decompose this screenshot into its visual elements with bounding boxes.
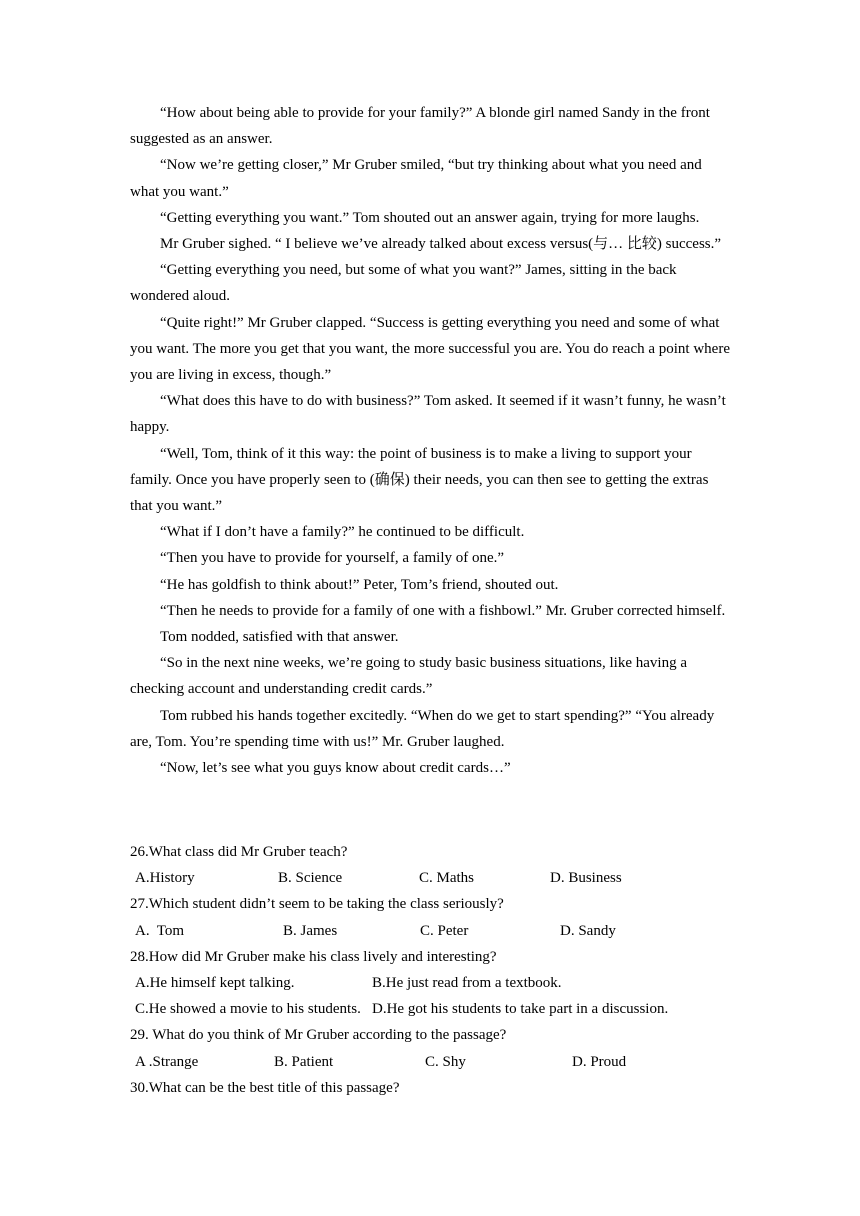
passage-paragraph: “Getting everything you want.” Tom shouted out an answer again, trying for more laughs. bbox=[160, 209, 700, 226]
passage bbox=[130, 100, 730, 781]
document-page bbox=[130, 100, 730, 781]
option-c[interactable]: C. Maths bbox=[419, 870, 475, 887]
question-options bbox=[130, 918, 750, 944]
passage-paragraph: “He has goldfish to think about!” Peter, Tom’s friend, shouted out. bbox=[160, 576, 559, 593]
option-b[interactable]: B. Science bbox=[278, 870, 343, 887]
passage-paragraph: “Quite right!” Mr Gruber clapped. “Success is getting everything you need and some of what you want. The more you get that you want, the more successful you are. You do reach a point where you are living in excess, though.” bbox=[130, 314, 730, 384]
passage-paragraph: Mr Gruber sighed. “ I believe we’ve already talked about excess versus(与… 比较) success.” bbox=[160, 236, 722, 253]
passage-paragraph: “Then you have to provide for yourself, a family of one.” bbox=[160, 550, 505, 567]
option-d[interactable]: D. Proud bbox=[572, 1053, 627, 1070]
passage-paragraph: Tom nodded, satisfied with that answer. bbox=[160, 629, 399, 646]
passage-paragraph: “Now, let’s see what you guys know about credit cards…” bbox=[160, 760, 511, 777]
option-d[interactable]: D.He got his students to take part in a discussion. bbox=[372, 1001, 669, 1018]
question-stem: 29. What do you think of Mr Gruber according to the passage? bbox=[130, 1027, 507, 1044]
passage-paragraph: Tom rubbed his hands together excitedly. “When do we get to start spending?” “You already are, Tom. You’re spending time with us!” Mr. Gruber laughed. bbox=[130, 707, 715, 750]
option-b[interactable]: B.He just read from a textbook. bbox=[372, 974, 562, 991]
option-b[interactable]: B. James bbox=[283, 922, 338, 939]
question-options bbox=[130, 865, 750, 891]
option-a[interactable]: A.History bbox=[135, 870, 195, 887]
question-stem: 30.What can be the best title of this passage? bbox=[130, 1079, 400, 1096]
passage-paragraph: “Well, Tom, think of it this way: the point of business is to make a living to support your family. Once you have properly seen to (确保) their needs, you can then see to getting the extras that you want.” bbox=[130, 445, 709, 515]
question-stem: 27.Which student didn’t seem to be taking the class seriously? bbox=[130, 896, 504, 913]
option-a[interactable]: A .Strange bbox=[135, 1053, 199, 1070]
passage-paragraph: “How about being able to provide for your family?” A blonde girl named Sandy in the front suggested as an answer. bbox=[130, 105, 710, 148]
question-stem: 28.How did Mr Gruber make his class lively and interesting? bbox=[130, 948, 497, 965]
passage-paragraph: “So in the next nine weeks, we’re going to study basic business situations, like having a checking account and understanding credit cards.” bbox=[130, 655, 687, 698]
option-c[interactable]: C. Shy bbox=[425, 1053, 466, 1070]
option-a[interactable]: A.He himself kept talking. bbox=[135, 974, 295, 991]
option-c[interactable]: C.He showed a movie to his students. bbox=[135, 1001, 361, 1018]
question-options bbox=[130, 996, 750, 1022]
option-c[interactable]: C. Peter bbox=[420, 922, 469, 939]
option-b[interactable]: B. Patient bbox=[274, 1053, 334, 1070]
passage-paragraph: “What if I don’t have a family?” he continued to be difficult. bbox=[160, 524, 525, 541]
question-stem: 26.What class did Mr Gruber teach? bbox=[130, 844, 348, 860]
passage-paragraph: “Then he needs to provide for a family of one with a fishbowl.” Mr. Gruber corrected himself. bbox=[160, 602, 726, 619]
passage-paragraph: “Now we’re getting closer,” Mr Gruber smiled, “but try thinking about what you need and what you want.” bbox=[130, 157, 702, 200]
passage-paragraph: “Getting everything you need, but some of what you want?” James, sitting in the back wondered aloud. bbox=[130, 262, 677, 305]
passage-paragraph: “What does this have to do with business?” Tom asked. It seemed if it wasn’t funny, he wasn’t happy. bbox=[130, 393, 726, 436]
questions-section bbox=[130, 839, 750, 1101]
question-options bbox=[130, 970, 750, 996]
option-d[interactable]: D. Sandy bbox=[560, 922, 616, 939]
option-d[interactable]: D. Business bbox=[550, 870, 622, 887]
option-a[interactable]: A. Tom bbox=[135, 922, 185, 939]
question-options bbox=[130, 1049, 750, 1075]
